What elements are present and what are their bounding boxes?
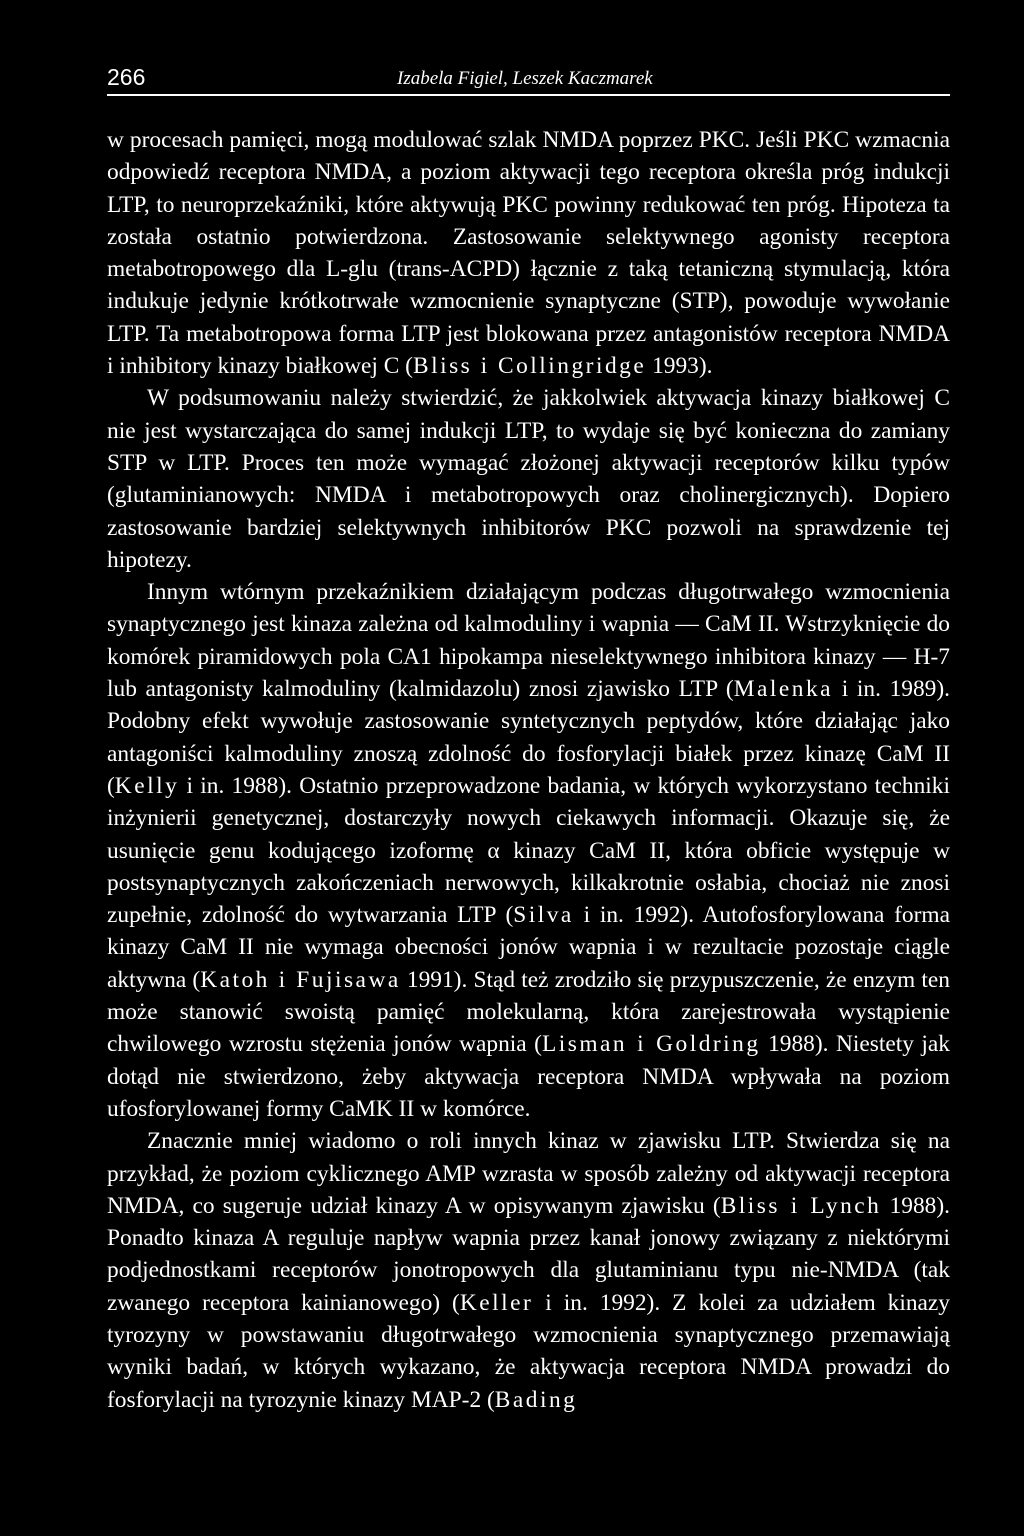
author-citation: Katoh i Fujisawa (200, 966, 401, 993)
text-run: i in. 1988). Ostatnio przeprowadzone badania, w których wykorzystano techniki inżynierii genetycznej, dostarczyły nowych ciekawych informacji. Okazuje się, że usunięcie genu kodującego izoformę α kinazy CaM II, która obficie występuje w postsynaptycznych zakończeniach nerwowych, kilkakrotnie osłabia, chociaż nie znosi zupełnie, zdolność do wytwarzania LTP ( (107, 772, 950, 929)
paragraph (107, 382, 950, 576)
author-citation: Keller (459, 1289, 534, 1316)
paragraph (107, 576, 950, 1125)
text-run: W podsumowaniu należy stwierdzić, że jakkolwiek aktywacja kinazy białkowej C nie jest wystarczająca do samej indukcji LTP, to wydaje się być konieczna do zamiany STP w LTP. Proces ten może wymagać złożonej aktywacji receptorów kilku typów (glutaminianowych: NMDA i metabotropowych oraz cholinergicznych). Dopiero zastosowanie bardziej selektywnych inhibitorów PKC pozwoli na sprawdzenie tej hipotezy. (107, 385, 950, 573)
text-run: Znacznie mniej wiadomo o roli innych kinaz w zjawisku LTP. Stwierdza się na przykład, że poziom cyklicznego AMP wzrasta w sposób zależny od aktywacji receptora NMDA, co sugeruje udział kinazy A w opisywanym zjawisku ( (107, 1128, 950, 1219)
author-citation: Bliss i Collingridge (412, 353, 647, 380)
body-text (107, 124, 950, 1416)
paragraph (107, 1125, 950, 1416)
author-citation: Silva (513, 902, 574, 929)
author-citation: Lisman i Goldring (541, 1031, 761, 1058)
text-run: 1993). (646, 353, 713, 380)
document-page (107, 60, 950, 1416)
text-run: i in. 1992). Autofosforylowana forma kinazy CaM II nie wymaga obecności jonów wapnia i w rezultacie pozostaje ciągle aktywna ( (107, 902, 950, 993)
paragraph (107, 124, 950, 382)
text-run: 1988). Ponadto kinaza A reguluje napływ wapnia przez kanał jonowy związany z niektórymi podjednostkami receptorów jonotropowych dla glutaminianu typu nie-NMDA (tak zwanego receptora kainianowego) ( (107, 1192, 950, 1316)
running-header (107, 60, 950, 96)
text-run: 1991). Stąd też zrodziło się przypuszczenie, że enzym ten może stanowić swoistą pamięć molekularną, która zarejestrowała wystąpienie chwilowego wzrostu stężenia jonów wapnia ( (107, 966, 950, 1058)
page-number: 266 (107, 64, 146, 90)
author-citation: Bading (494, 1386, 578, 1413)
text-run: w procesach pamięci, mogą modulować szlak NMDA poprzez PKC. Jeśli PKC wzmacnia odpowiedź receptora NMDA, a poziom aktywacji tego receptora określa próg indukcji LTP, to neuroprzekaźniki, które aktywują PKC powinny redukować ten próg. Hipoteza ta została ostatnio potwierdzona. Zastosowanie selektywnego agonisty receptora metabotropowego dla L-glu (trans-ACPD) łącznie z taką tetaniczną stymulacją, która indukuje jedynie krótkotrwałe wzmocnienie synaptyczne (STP), powoduje wywołanie LTP. Ta metabotropowa forma LTP jest blokowana przez antagonistów receptora NMDA i inhibitory kinazy białkowej C ( (107, 127, 950, 380)
author-citation: Kelly (114, 772, 180, 799)
text-run: i in. 1989). Podobny efekt wywołuje zastosowanie syntetycznych peptydów, które działając jako antagoniści kalmoduliny znoszą zdolność do fosforylacji białek przez kinazę CaM II ( (107, 676, 950, 799)
running-title-authors: Izabela Figiel, Leszek Kaczmarek (397, 68, 653, 89)
author-citation: Bliss i Lynch (720, 1192, 882, 1219)
text-run: i in. 1992). Z kolei za udziałem kinazy tyrozyny w powstawaniu długotrwałego wzmocnienia synaptycznego przemawiają wyniki badań, w których wykazano, że aktywacja receptora NMDA prowadzi do fosforylacji na tyrozynie kinazy MAP-2 ( (107, 1289, 950, 1413)
text-run: Innym wtórnym przekaźnikiem działającym podczas długotrwałego wzmocnienia synaptycznego jest kinaza zależna od kalmoduliny i wapnia — CaM II. Wstrzyknięcie do komórek piramidowych pola CA1 hipokampa nieselektywnego inhibitora kinazy — H-7 lub antagonisty kalmoduliny (kalmidazolu) znosi zjawisko LTP ( (107, 579, 950, 703)
text-run: 1988). Niestety jak dotąd nie stwierdzono, żeby aktywacja receptora NMDA wpływała na poziom ufosforylowanej formy CaMK II w komórce. (107, 1031, 950, 1122)
author-citation: Malenka (733, 676, 834, 703)
